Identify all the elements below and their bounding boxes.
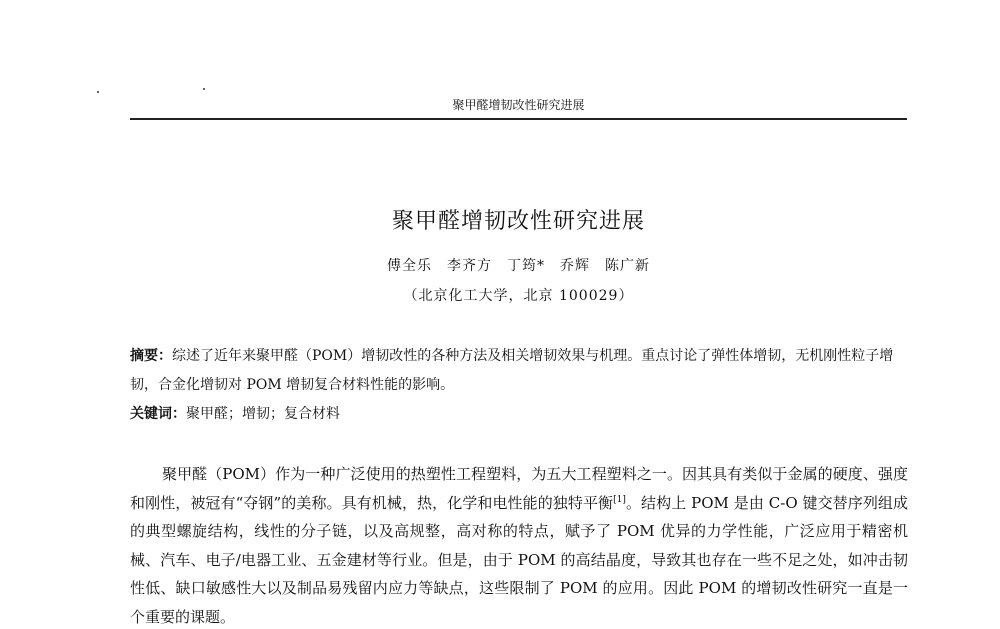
author-list: 傅全乐 李齐方 丁筠* 乔辉 陈广新 (387, 258, 650, 274)
abstract-label: 摘要： (130, 348, 172, 364)
affiliation: （北京化工大学，北京 100029） (403, 288, 634, 304)
keywords (130, 400, 910, 429)
abstract (130, 342, 910, 400)
keywords-text: 聚甲醛；增韧；复合材料 (186, 406, 340, 422)
header-rule (130, 118, 907, 120)
body-text-part2: 。结构上 POM 是由 C-O 键交替序列组成的典型螺旋结构，线性的分子链，以及高规整，高对称的特点，赋予了 POM 优异的力学性能，广泛应用于精密机械、汽车、电子/电器工业、五金建材等行业。但是，由于 POM 的高结晶度，导致其也存在一些不足之处，如冲击韧性低、缺口敏感性大以及制品易残留内应力等缺点，这些限制了 POM 的应用。因此 POM 的增韧改性研究一直是一个重要的课题。 (130, 493, 908, 626)
keywords-label: 关键词： (130, 406, 186, 422)
body-text-part1: 聚甲醛（POM）作为一种广泛使用的热塑性工程塑料，为五大工程塑料之一。因其具有类似于金属的硬度、强度和刚性，被冠有“夺钢”的美称。具有机械，热，化学和电性能的独特平衡 (130, 465, 908, 512)
body-paragraph (130, 460, 908, 629)
paper-title: 聚甲醛增韧改性研究进展 (391, 209, 645, 234)
scan-dot (203, 88, 205, 90)
scan-dot (97, 91, 99, 93)
citation-ref[interactable]: [1] (613, 494, 626, 505)
abstract-text: 综述了近年来聚甲醛（POM）增韧改性的各种方法及相关增韧效果与机理。重点讨论了弹性体增韧，无机刚性粒子增韧，合金化增韧对 POM 增韧复合材料性能的影响。 (130, 348, 894, 393)
running-header: 聚甲醛增韧改性研究进展 (452, 98, 585, 112)
